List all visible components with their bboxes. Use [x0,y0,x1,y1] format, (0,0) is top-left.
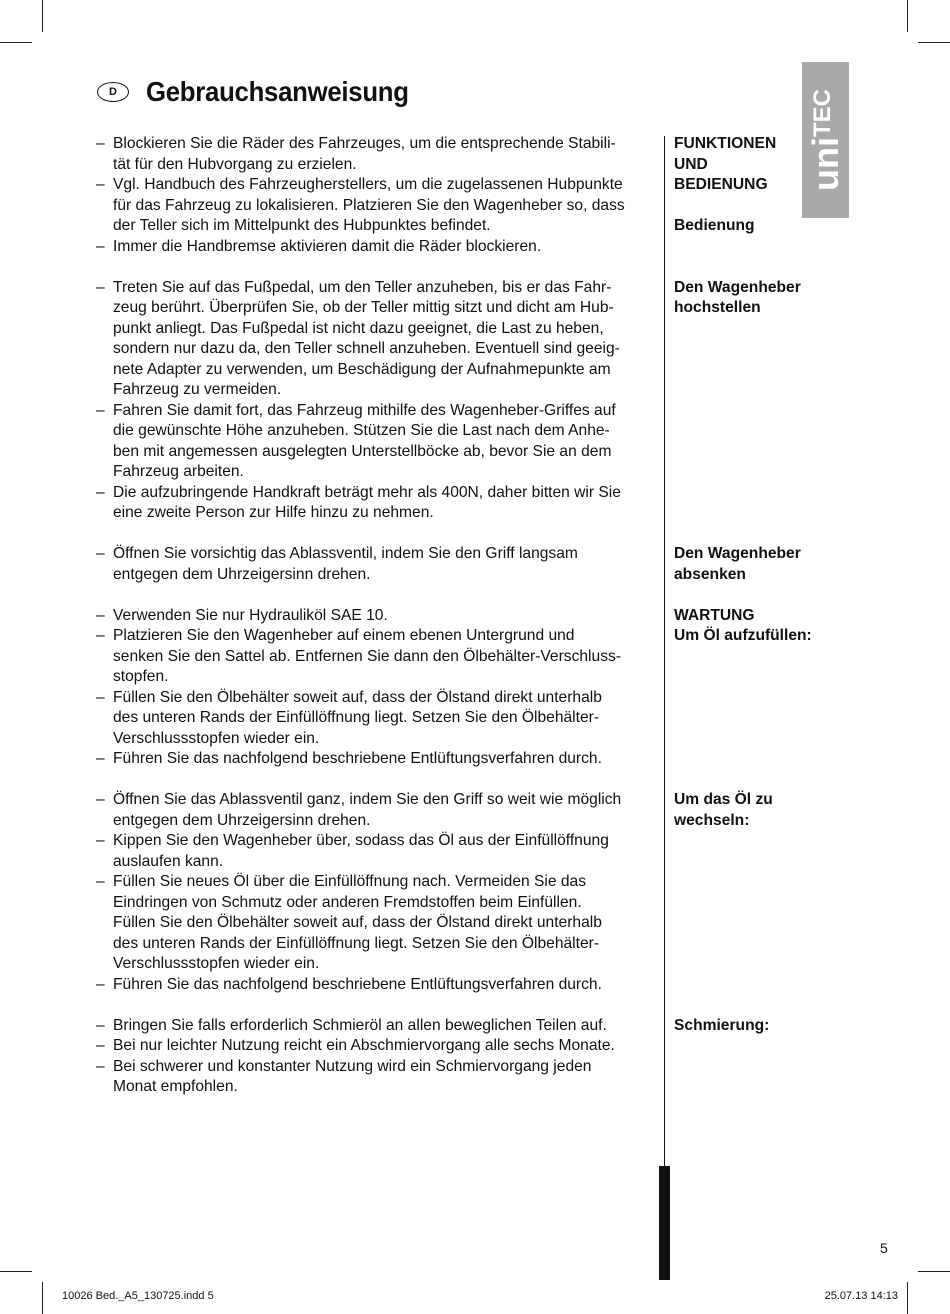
instruction-line: Füllen Sie den Ölbehälter soweit auf, dass der Ölstand direkt unterhalb [113,914,602,931]
instruction-item [96,872,660,975]
list-dash: – [96,1057,105,1075]
instruction-paragraph [96,544,660,585]
instruction-line: entgegen dem Uhrzeigersinn drehen. [113,811,371,829]
section-heading-line: BEDIENUNG [674,176,768,193]
section-heading-line: WARTUNG [674,606,755,624]
column-divider-bar [659,1166,670,1280]
instruction-line: ben mit angemessen ausgelegten Unterstellböcke ab, bevor Sie an dem [113,442,612,460]
brand-logo [805,89,847,191]
instruction-item [96,175,660,237]
section-heading-line: Um Öl aufzufüllen: [674,627,812,644]
list-dash: – [96,1016,105,1034]
section-heading-line: UND [674,155,708,173]
instruction-item [96,749,660,770]
instruction-line: sondern nur dazu da, den Teller schnell anzuheben. Eventuell sind geeig- [113,340,620,357]
instruction-line: Platzieren Sie den Wagenheber auf einem ebenen Untergrund und [113,627,575,644]
instruction-line: Treten Sie auf das Fußpedal, um den Teller anzuheben, bis er das Fahr- [113,278,612,296]
instruction-line: Bei schwerer und konstanter Nutzung wird ein Schmiervorgang jeden [113,1057,592,1075]
instruction-item [96,401,660,483]
instruction-line: Führen Sie das nachfolgend beschriebene Entlüftungsverfahren durch. [113,975,602,993]
section-heading [674,1016,769,1037]
instruction-item [96,790,660,831]
instruction-line: Kippen Sie den Wagenheber über, sodass das Öl aus der Einfüllöffnung [113,832,609,849]
list-dash: – [96,832,105,849]
section-heading [674,544,801,585]
instruction-line: Öffnen Sie vorsichtig das Ablassventil, indem Sie den Griff langsam [113,545,578,562]
footer-file-name: 10026 Bed._A5_130725.indd 5 [62,1290,214,1302]
instruction-line: Führen Sie das nachfolgend beschriebene Entlüftungsverfahren durch. [113,750,602,767]
list-dash: – [96,401,105,419]
instruction-line: Füllen Sie neues Öl über die Einfüllöffnung nach. Vermeiden Sie das [113,873,587,890]
instruction-line: Bringen Sie falls erforderlich Schmieröl an allen beweglichen Teilen auf. [113,1016,607,1034]
section-heading-line: Um das Öl zu [674,791,773,808]
instruction-line: Fahrzeug arbeiten. [113,463,244,480]
section-heading [674,790,773,831]
instruction-paragraph [96,606,660,770]
crop-mark [907,1282,908,1314]
instruction-item [96,544,660,585]
instruction-paragraph [96,1016,660,1098]
instruction-line: senken Sie den Sattel ab. Entfernen Sie dann den Ölbehälter-Verschluss- [113,647,621,665]
list-dash: – [96,278,105,296]
list-dash: – [96,791,105,808]
footer-date-time: 25.07.13 14:13 [824,1290,898,1302]
section-heading-line: wechseln: [674,811,750,829]
instruction-item [96,831,660,872]
page-number: 5 [880,1240,888,1256]
column-divider [664,136,665,1166]
crop-mark [42,1282,43,1314]
instruction-line: Eindringen von Schmutz oder anderen Fremdstoffen beim Einfüllen. [113,893,582,911]
instruction-item [96,688,660,750]
instruction-line: Füllen Sie den Ölbehälter soweit auf, dass der Ölstand direkt unterhalb [113,688,602,706]
instruction-line: des unteren Rands der Einfüllöffnung liegt. Setzen Sie den Ölbehälter- [113,934,600,952]
instruction-line: stopfen. [113,668,169,685]
crop-mark [918,42,950,43]
section-heading-line: Den Wagenheber [674,545,801,562]
section-heading [674,278,801,319]
section-heading-line: Bedienung [674,217,755,234]
list-dash: – [96,135,105,152]
instruction-line: Verwenden Sie nur Hydrauliköl SAE 10. [113,606,388,624]
instruction-line: der Teller sich im Mittelpunkt des Hubpunktes befindet. [113,217,491,234]
list-dash: – [96,237,105,255]
list-dash: – [96,975,105,993]
instruction-line: auslaufen kann. [113,852,224,870]
crop-mark [0,1271,32,1272]
instruction-line: Fahrzeug zu vermeiden. [113,381,282,398]
instruction-line: Vgl. Handbuch des Fahrzeugherstellers, um die zugelassenen Hubpunkte [113,176,623,193]
instruction-item [96,1036,660,1057]
language-badge: D [97,82,129,102]
list-dash: – [96,873,105,890]
instruction-line: die gewünschte Höhe anzuheben. Stützen Sie die Last nach dem Anhe- [113,422,610,439]
instruction-line: Bei nur leichter Nutzung reicht ein Abschmiervorgang alle sechs Monate. [113,1037,615,1054]
instruction-line: zeug berührt. Überprüfen Sie, ob der Teller mittig sitzt und dicht am Hub- [113,299,614,316]
page-title: Gebrauchsanweisung [146,76,409,107]
instruction-line: tät für den Hubvorgang zu erzielen. [113,155,357,173]
list-dash: – [96,750,105,767]
section-heading-line: Den Wagenheber [674,278,801,296]
list-dash: – [96,1037,105,1054]
instruction-line: punkt anliegt. Das Fußpedal ist nicht dazu geeignet, die Last zu heben, [113,319,604,337]
section-heading-line: Schmierung: [674,1016,770,1034]
instruction-item [96,626,660,688]
instruction-item [96,483,660,524]
crop-mark [918,1271,950,1272]
instruction-line: eine zweite Person zur Hilfe hinzu zu nehmen. [113,504,434,521]
crop-mark [907,0,908,32]
instruction-paragraph [96,278,660,524]
list-dash: – [96,606,105,624]
instruction-item [96,606,660,627]
instruction-line: Die aufzubringende Handkraft beträgt mehr als 400N, daher bitten wir Sie [113,483,621,501]
instruction-item [96,1016,660,1037]
section-heading [674,134,776,237]
instruction-line: entgegen dem Uhrzeigersinn drehen. [113,565,371,583]
instruction-line: Fahren Sie damit fort, das Fahrzeug mithilfe des Wagenheber-Griffes auf [113,401,616,419]
instruction-item [96,134,660,175]
brand-logo-tab [802,62,849,218]
list-dash: – [96,483,105,501]
instruction-line: für das Fahrzeug zu lokalisieren. Platzieren Sie den Wagenheber so, dass [113,196,625,214]
instruction-paragraph [96,134,660,257]
instruction-line: nete Adapter zu verwenden, um Beschädigung der Aufnahmepunkte am [113,360,611,378]
instruction-line: Öffnen Sie das Ablassventil ganz, indem Sie den Griff so weit wie möglich [113,791,622,808]
instruction-line: Verschlussstopfen wieder ein. [113,729,320,747]
section-heading-line [674,196,776,217]
instruction-line: Verschlussstopfen wieder ein. [113,955,320,972]
section-heading-line: hochstellen [674,299,761,316]
crop-mark [42,0,43,32]
brand-logo-uni: uni [804,137,846,191]
instruction-column [96,134,660,1098]
instruction-line: des unteren Rands der Einfüllöffnung liegt. Setzen Sie den Ölbehälter- [113,709,600,726]
list-dash: – [96,688,105,706]
list-dash: – [96,627,105,644]
crop-mark [0,42,32,43]
instruction-line: Blockieren Sie die Räder des Fahrzeuges, um die entsprechende Stabili- [113,135,616,152]
instruction-line: Immer die Handbremse aktivieren damit die Räder blockieren. [113,237,542,255]
section-heading [674,606,812,647]
instruction-item [96,237,660,258]
list-dash: – [96,176,105,193]
brand-logo-tec: TEC [808,89,836,138]
section-heading-line: absenken [674,565,746,583]
instruction-item [96,975,660,996]
section-heading-line: FUNKTIONEN [674,135,777,152]
instruction-paragraph [96,790,660,995]
instruction-item [96,278,660,401]
instruction-item [96,1057,660,1098]
list-dash: – [96,545,105,562]
instruction-line: Monat empfohlen. [113,1078,238,1095]
